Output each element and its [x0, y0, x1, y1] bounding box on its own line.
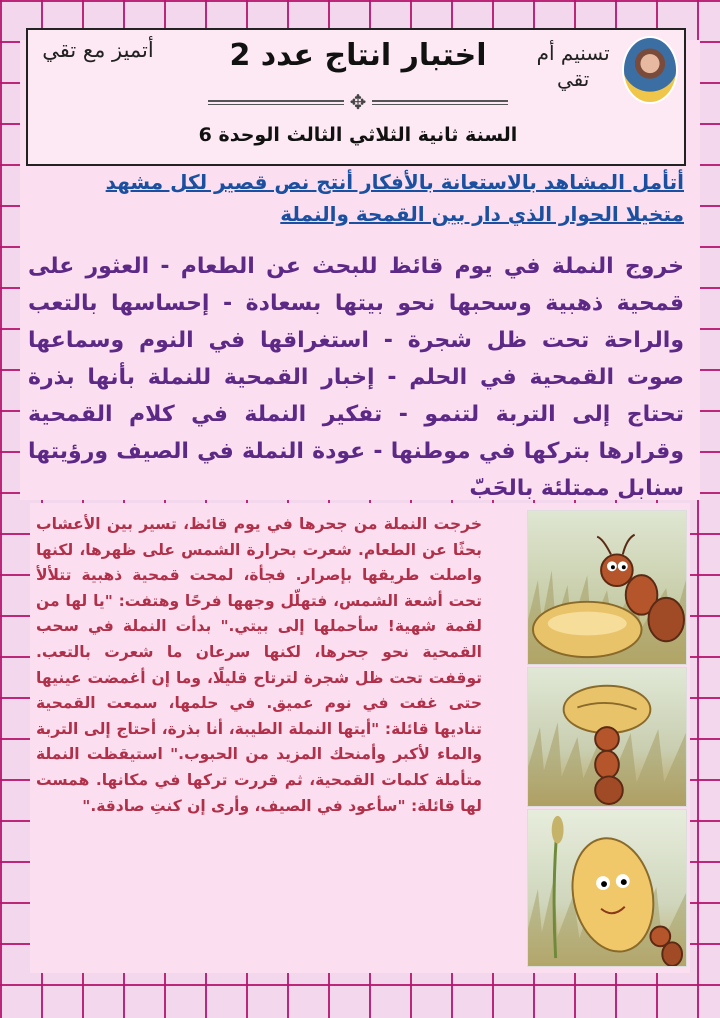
scene-ant-finds-grain — [527, 510, 687, 665]
title-ornament — [208, 92, 508, 112]
key-points: خروج النملة في يوم قائظ للبحث عن الطعام - العثور على قمحية ذهبية وسحبها نحو بيتها بسعادة - إحساسها بالتعب والراحة تحت ظل شجرة - استغراقها في النوم وسماعها صوت القمحية في الحلم - إخبار القمحية للنملة بأنها بذرة تحتاج إلى التربة لتنمو - تفكير النملة في كلام القمحية وقرارها بتركها في موطنها - عودة النملة في الصيف ورؤيتها سنابل ممتلئة بالحَبّ — [28, 254, 684, 501]
subtitle: السنة ثانية الثلاثي الثالث الوحدة 6 — [198, 124, 518, 146]
instructions: أتأمل المشاهد بالاستعانة بالأفكار أنتج نص قصير لكل مشهد متخيلا الحوار الذي دار بين القمحة والنملة — [105, 170, 684, 226]
scene-ant-carries-grain — [527, 667, 687, 807]
ant-grain-illustration — [528, 511, 686, 664]
ornament-icon: ✥ — [349, 90, 367, 114]
avatar — [622, 36, 678, 104]
author-caption: تسنيم أم تقي — [536, 41, 610, 91]
page-title: اختبار انتاج عدد 2 — [229, 38, 487, 73]
story-paragraph-2: بدأت النملة في سحب القمحية نحو جحرها، لكنها سرعان ما شعرت بالتعب. توقفت تحت ظل شجرة لترتاح قليلًا، وما إن أغمضت عينيها حتى غفت في نوم عميق. في حلمها، سمعت القمحية تناديها قائلة: "أيتها النملة الطيبة، أنا بذرة، أحتاج إلى التربة والماء لأكبر وأمنحك المزيد من الحبوب." — [36, 617, 482, 764]
ornament-line-right — [372, 100, 508, 105]
header-box — [26, 28, 686, 166]
talking-grain-illustration — [528, 810, 686, 966]
left-corner-caption: أتميز مع تقي — [42, 38, 154, 62]
ant-carry-illustration — [528, 668, 686, 806]
story-paragraph-3: استيقظت النملة متأملة كلمات القمحية، ثم قررت تركها في مكانها. همست لها قائلة: "سأعود في الصيف، وأرى إن كنتِ صادقة." — [36, 745, 482, 815]
story-paragraph-1: خرجت النملة من جحرها في يوم قائظ، تسير بين الأعشاب بحثًا عن الطعام. شعرت بحرارة الشمس على ظهرها، لكنها واصلت طريقها بإصرار. فجأة، لمحت قمحية ذهبية تتلألأ تحت أشعة الشمس، فتهلّل وجهها فرحًا وهتفت: "يا لها من لقمة شهية! سأحملها إلى بيتي." — [36, 515, 482, 636]
ornament-line-left — [208, 100, 344, 105]
author-badge — [528, 36, 678, 104]
story-text — [36, 512, 482, 819]
scene-grain-talks — [527, 809, 687, 967]
